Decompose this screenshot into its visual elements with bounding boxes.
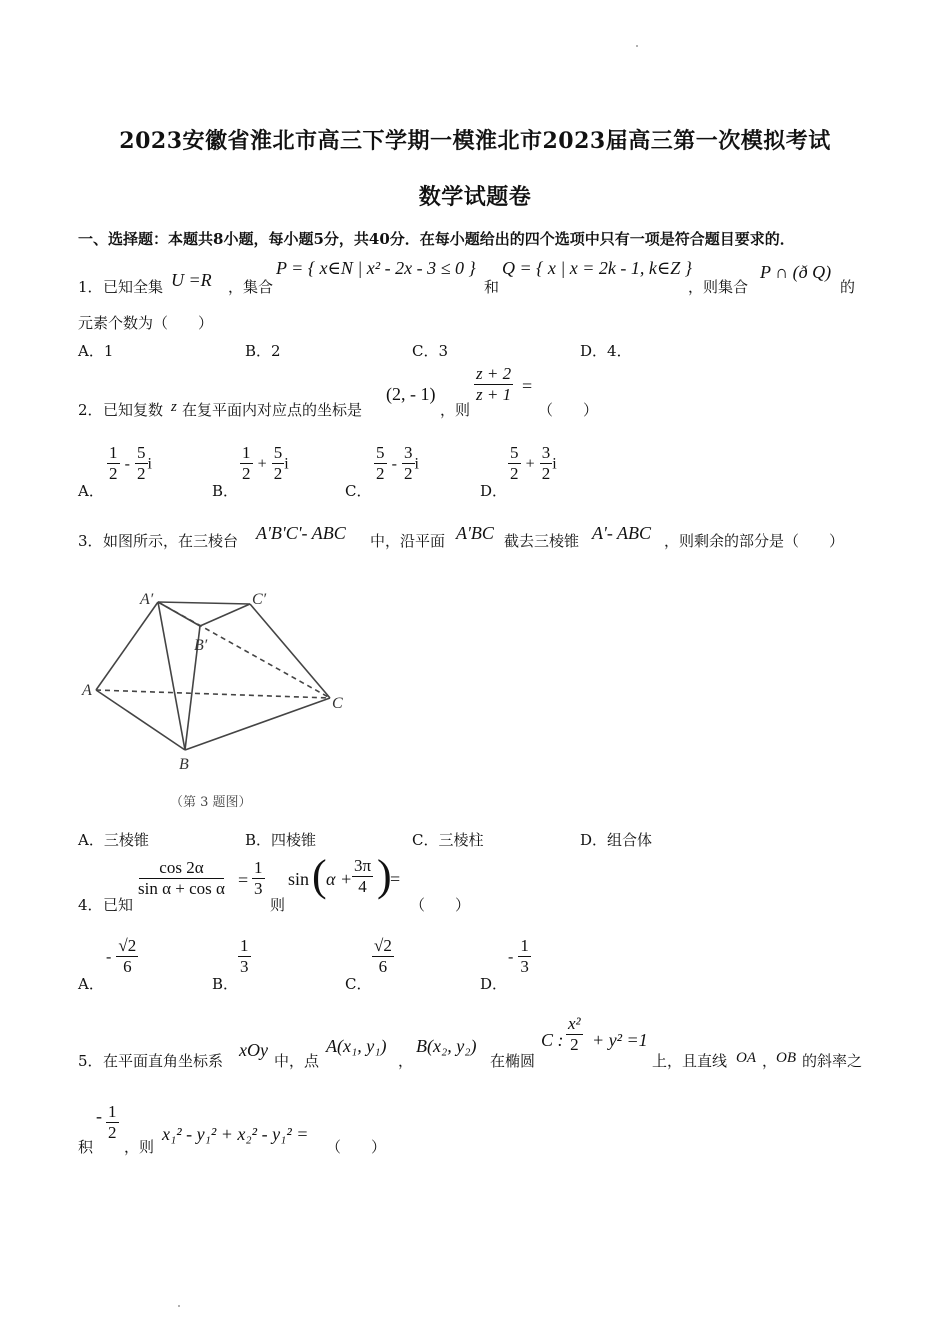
q5-xoy: xOy — [239, 1040, 268, 1060]
q4-fraction — [136, 858, 227, 900]
label-a: A — [82, 682, 92, 699]
edge-b1-c1 — [200, 604, 250, 626]
q5-ellipse-rest: + y² =1 — [592, 1030, 648, 1050]
imag-unit: i — [552, 455, 557, 473]
q4-frac-den: sin α + cos α — [138, 879, 225, 899]
q2-text: 已知复数 — [103, 401, 164, 419]
q1-set-p: P = { x∈N | x² - 2x - 3 ≤ 0 } — [276, 258, 476, 278]
q4-option-b-label[interactable]: B． — [212, 975, 239, 993]
frac-den: 2 — [376, 464, 385, 484]
q1-text: ，则集合 — [688, 278, 749, 296]
q2-frac-den: z + 1 — [476, 385, 512, 405]
q2-z: z — [171, 399, 177, 415]
q4-value — [252, 858, 265, 900]
edge-a-c-hidden — [96, 690, 330, 698]
frac-num: 5 — [508, 443, 521, 464]
q2-fraction — [474, 364, 513, 406]
label-a1: A′ — [140, 591, 154, 608]
q2-option-c[interactable] — [374, 443, 419, 485]
q1-text: 已知全集 — [103, 278, 164, 296]
q5-line-ob: OB — [776, 1050, 796, 1066]
q4-paren-close: ) — [377, 851, 392, 900]
q5-text: ，则 — [124, 1138, 155, 1156]
q4-option-c-label[interactable]: C． — [345, 975, 372, 993]
q2-text: 在复平面内对应点的坐标是 — [182, 401, 363, 419]
q5-expression: x₁² - y₁² + x₂² - y₁² = — [162, 1124, 309, 1144]
q4-frac-num: cos 2α — [139, 858, 223, 879]
q3-option-b[interactable]: B．四棱锥 — [245, 831, 317, 849]
q2-text: ，则 — [440, 401, 471, 419]
frac-den: 3 — [520, 957, 529, 977]
operator: - — [391, 455, 397, 473]
sign: - — [508, 948, 514, 966]
q1-text: 元素个数为（ ） — [78, 314, 214, 332]
frac-num: 5 — [272, 443, 285, 464]
q2-option-b[interactable] — [240, 443, 289, 485]
edge-a1-c1 — [158, 602, 250, 604]
page-subtitle: 数学试题卷 — [418, 184, 532, 210]
q4-option-a[interactable] — [106, 936, 138, 978]
q5-text: 上，且直线 — [652, 1052, 728, 1070]
q2-option-d-label[interactable]: D． — [480, 482, 508, 500]
speck — [636, 45, 638, 47]
q1-option-d[interactable]: D．4． — [580, 342, 632, 360]
q4-equals: = — [390, 869, 401, 889]
frac-num: 5 — [135, 443, 148, 464]
q5-text: 在平面直角坐标系 — [103, 1052, 224, 1070]
q3-option-d[interactable]: D．组合体 — [580, 831, 653, 849]
q4-paren-open: ( — [312, 851, 327, 900]
q1-set-q: Q = { x | x = 2k - 1, k∈Z } — [502, 258, 692, 278]
imag-unit: i — [284, 455, 289, 473]
q2-option-a-label[interactable]: A． — [78, 482, 104, 500]
frac-den: 2 — [109, 464, 118, 484]
frac-num: √2 — [116, 936, 138, 957]
q4-val-num: 1 — [252, 858, 265, 879]
q4-val-den: 3 — [254, 879, 263, 899]
q5-comma: ， — [398, 1052, 414, 1070]
frac-den: 2 — [273, 464, 283, 484]
frac-num: 1 — [240, 443, 253, 464]
label-b1: B′ — [194, 637, 208, 654]
q5-line-oa: OA — [736, 1050, 756, 1066]
q3-text: 截去三棱锥 — [504, 532, 580, 550]
q2-equals: = — [522, 376, 533, 396]
frac-num: 1 — [107, 443, 120, 464]
q5-point-b: B(x₂, y₂) — [416, 1036, 477, 1056]
frac-den: 2 — [137, 464, 146, 484]
q4-equals: = — [238, 870, 249, 890]
frac-den: 6 — [378, 957, 388, 977]
q5-text: 中，点 — [274, 1052, 320, 1070]
frac-den: 2 — [541, 464, 551, 484]
q3-option-a[interactable]: A．三棱锥 — [78, 831, 149, 849]
edge-a1-b1 — [158, 602, 200, 626]
q3-text: ，则剩余的部分是（ ） — [664, 532, 845, 550]
q4-option-d-label[interactable]: D． — [480, 975, 508, 993]
sign: - — [106, 948, 112, 966]
q1-universe: U =R — [171, 270, 212, 290]
edge-a1-b — [158, 602, 185, 750]
q4-option-d[interactable] — [508, 936, 531, 978]
frac-num: 1 — [238, 936, 251, 957]
q5-ellipse-num: x² — [566, 1014, 583, 1035]
edge-c1-c — [250, 604, 330, 698]
q2-coordinate: (2, - 1) — [386, 384, 436, 404]
frac-num: 1 — [518, 936, 531, 957]
q4-option-a-label[interactable]: A． — [78, 975, 104, 993]
edge-a-b — [96, 690, 185, 750]
q1-option-a[interactable]: A．1 — [78, 342, 114, 360]
label-b: B — [179, 756, 189, 773]
q4-pi-den: 4 — [358, 877, 367, 897]
q4-paren: （ ） — [410, 896, 471, 914]
q1-text: 和 — [484, 278, 500, 296]
q4-pi-fraction — [352, 856, 373, 898]
speck — [178, 1305, 180, 1307]
imag-unit: i — [414, 455, 419, 473]
q5-k-num: 1 — [106, 1102, 119, 1123]
q2-option-b-label[interactable]: B． — [212, 482, 239, 500]
q5-sep: ， — [762, 1052, 778, 1070]
label-c1: C′ — [252, 591, 267, 608]
q2-frac-num: z + 2 — [474, 364, 513, 385]
frac-den: 3 — [240, 957, 249, 977]
q1-option-c[interactable]: C．3 — [412, 342, 449, 360]
edge-a1-a — [96, 602, 158, 690]
q3-number: 3． — [78, 532, 103, 550]
frac-den: 2 — [404, 464, 413, 484]
q5-ellipse-fraction — [566, 1014, 583, 1056]
q5-text: 的斜率之 — [802, 1052, 863, 1070]
q2-paren: （ ） — [538, 401, 599, 419]
frac-num: 5 — [374, 443, 387, 464]
section-header: 一、选择题：本题共8小题，每小题5分，共40分．在每小题给出的四个选项中只有一项是符合题目要求的． — [78, 230, 795, 248]
operator: + — [257, 455, 267, 473]
q5-ellipse-label: C : — [541, 1030, 564, 1050]
operator: + — [525, 455, 535, 473]
q1-option-b[interactable]: B．2 — [245, 342, 281, 360]
q4-pi-num: 3π — [352, 856, 373, 877]
q4-alpha: α + — [326, 869, 353, 889]
q1-expression: P ∩ (ð Q) — [760, 262, 832, 282]
q4-option-c[interactable] — [372, 936, 394, 978]
q4-text: 则 — [270, 896, 286, 914]
q2-number: 2． — [78, 401, 103, 419]
q3-text: 中，沿平面 — [370, 532, 446, 550]
q5-number: 5． — [78, 1052, 103, 1070]
label-c: C — [332, 695, 343, 712]
q4-option-b[interactable] — [238, 936, 251, 978]
q1-text: ，集合 — [228, 278, 274, 296]
q4-text: 已知 — [103, 896, 134, 914]
frac-num: 3 — [402, 443, 415, 464]
q3-plane: A'BC — [456, 523, 494, 543]
q3-frustum: A'B'C'- ABC — [256, 523, 346, 543]
q5-k-fraction — [106, 1102, 119, 1144]
edge-a1-c-hidden — [158, 602, 330, 698]
q5-text: 在椭圆 — [490, 1052, 536, 1070]
q5-text: 积 — [78, 1138, 94, 1156]
q2-option-c-label[interactable]: C． — [345, 482, 372, 500]
q3-option-c[interactable]: C．三棱柱 — [412, 831, 484, 849]
q5-k-sign: - — [96, 1106, 102, 1126]
q4-number: 4． — [78, 896, 103, 914]
edge-b-c — [185, 698, 330, 750]
figure-caption: （第 3 题图） — [170, 795, 252, 810]
frac-den: 2 — [242, 464, 251, 484]
imag-unit: i — [147, 455, 152, 473]
frac-den: 2 — [510, 464, 519, 484]
q2-option-a[interactable] — [107, 443, 152, 485]
q3-figure — [70, 580, 360, 820]
q1-text: 的 — [840, 278, 856, 296]
q4-sin: sin — [288, 869, 310, 889]
q3-text: 如图所示，在三棱台 — [103, 532, 239, 550]
operator: - — [124, 455, 130, 473]
frac-num: √2 — [372, 936, 394, 957]
q2-option-d[interactable] — [508, 443, 557, 485]
frac-den: 6 — [123, 957, 132, 977]
page-title: 2023安徽省淮北市高三下学期一模淮北市2023届高三第一次模拟考试 — [119, 128, 831, 154]
q5-ellipse-den: 2 — [570, 1035, 579, 1055]
q5-paren: （ ） — [326, 1138, 387, 1156]
q3-pyramid: A'- ABC — [592, 523, 652, 543]
q1-number: 1． — [78, 278, 103, 296]
frac-num: 3 — [540, 443, 553, 464]
q5-point-a: A(x₁, y₁) — [326, 1036, 387, 1056]
q5-k-den: 2 — [108, 1123, 117, 1143]
